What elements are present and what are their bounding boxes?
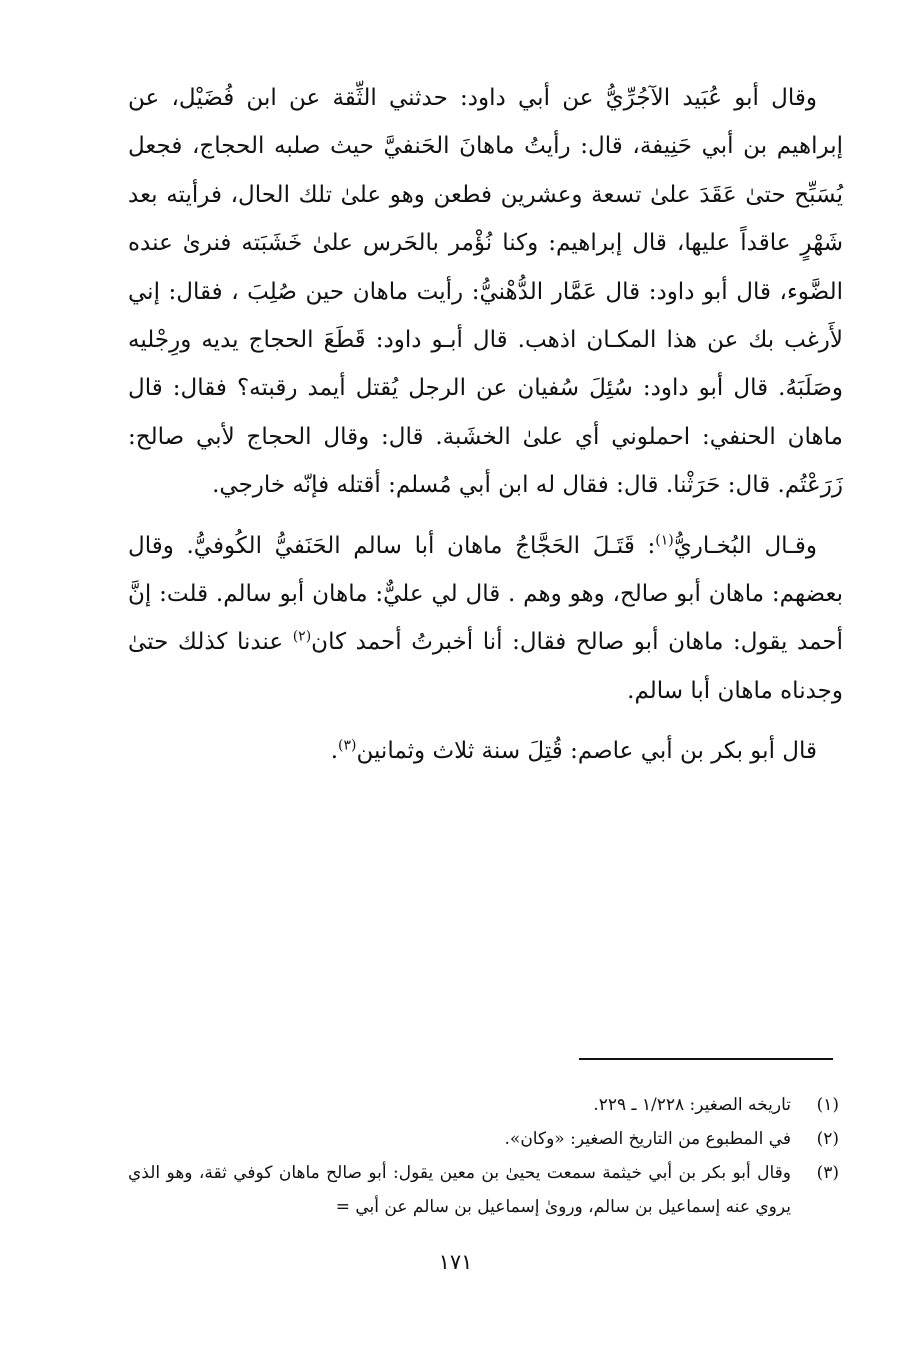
paragraph-2-text-middle: : قَتَـلَ الحَجَّاجُ ماهان أبا سالم الحَنَفيُّ الكُوفيُّ. وقال بعضهم: ماهان أبو صالح، وهو وهم . قال لي عليٌّ: ماهان أبو سالم. قلت: إنَّ أحمد يقول: ماهان أبو صالح فقال: أنا أخبرتُ أحمد كان xyxy=(128,532,843,656)
footnote-number: (١) xyxy=(816,1095,839,1115)
paragraph-1: وقال أبو عُبَيد الآجُرِّيُّ عن أبي داود: حدثني الثِّقة عن ابن فُضَيْل، عن إبراهيم بن أبي حَنِيفة، قال: رأيتُ ماهانَ الحَنفيَّ حيث صلبه الحجاج، فجعل يُسَبِّح حتىٰ عَقَدَ علىٰ تسعة وعشرين فطعن وهو علىٰ تلك الحال، فرأيته بعد شَهْرٍ عاقداً عليها، قال إبراهيم: وكنا نُؤْمر بالحَرس علىٰ خَشَبَته فنرىٰ عنده الضَّوء، قال أبو داود: قال عَمَّار الدُّهْنيُّ: رأيت ماهان حين صُلِبَ ، فقال: إني لأَرغب بك عن هذا المكـان اذهب. قال أبـو داود: قَطَعَ الحجاج يديه ورِجْليه وصَلَبَهُ. قال أبو داود: سُئِلَ سُفيان عن الرجل يُقتل أيمد رقبته؟ فقال: قال ماهان الحنفي: احملوني أي علىٰ الخشَبة. قال: وقال الحجاج لأبي صالح: زَرَعْتُم. قال: حَرَثْنا. قال: فقال له ابن أبي مُسلم: أقتله فإنّه خارجي. xyxy=(128,85,843,499)
paragraph-3-text: قال أبو بكر بن أبي عاصم: قُتِلَ سنة ثلاث وثمانين xyxy=(356,738,817,765)
paragraph-2 xyxy=(128,522,843,716)
footnote-number: (٣) xyxy=(816,1163,839,1183)
footnote-reference-2[interactable]: (٢) xyxy=(292,628,312,645)
footnote-number: (٢) xyxy=(816,1129,839,1149)
footnote-text: وقال أبو بكر بن أبي خيثمة سمعت يحيىٰ بن معين يقول: أبو صالح ماهان كوفي ثقة، وهو الذي يروي عنه إسماعيل بن سالم، وروىٰ إسماعيل بن سالم عن أبي = xyxy=(128,1163,791,1217)
footnote-text: تاريخه الصغير: ١/٢٢٨ ـ ٢٢٩. xyxy=(593,1095,791,1115)
footnote-reference-3[interactable]: (٣) xyxy=(338,737,357,754)
footnote-2 xyxy=(128,1122,839,1156)
page-number: ١٧١ xyxy=(438,1250,473,1274)
footnote-separator-line xyxy=(579,1058,833,1060)
paragraph-3 xyxy=(128,727,843,775)
paragraph-2-text-start: وقـال البُخـاريُّ xyxy=(673,532,817,559)
paragraph-3-text-end: . xyxy=(330,738,339,765)
footnote-text: في المطبوع من التاريخ الصغير: «وكان». xyxy=(504,1129,791,1149)
footnote-3 xyxy=(128,1156,839,1224)
main-text-body xyxy=(128,74,843,776)
paragraph-2-text-end: عندنا كذلك حتىٰ وجدناه ماهان أبا سالم. xyxy=(128,629,843,704)
footnote-1 xyxy=(128,1088,839,1122)
footnote-reference-1[interactable]: (١) xyxy=(655,532,674,548)
footnotes-section xyxy=(128,1088,839,1224)
